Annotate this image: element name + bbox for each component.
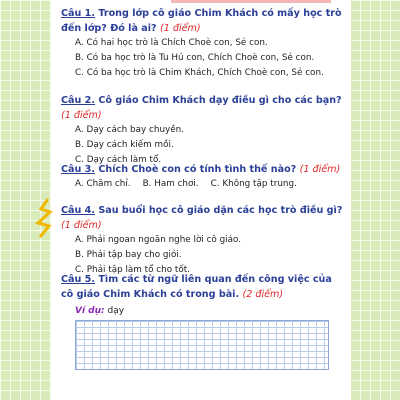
question-3-title (61, 162, 345, 177)
question-4 (61, 203, 345, 278)
question-5-title (61, 272, 345, 302)
points-label: (1 điểm) (61, 110, 102, 121)
option-a[interactable]: A. Có hai học trò là Chích Choè con, Sẻ con. (75, 38, 268, 48)
option-a[interactable]: A. Dạy cách bay chuyền. (75, 125, 185, 135)
question-text: Trong lớp cô giáo Chim Khách có mấy học trò đến lớp? Đó là ai? (61, 8, 342, 34)
question-number: Câu 5. (61, 274, 96, 285)
spark-decoration-icon (34, 198, 56, 238)
points-label: (1 điểm) (159, 23, 201, 34)
question-1 (61, 6, 345, 81)
worksheet-page (51, 0, 351, 400)
option-c[interactable]: C. Dạy cách làm tổ. (75, 155, 162, 165)
points-label: (1 điểm) (61, 220, 102, 231)
question-text: Tìm các từ ngữ liên quan đến công việc của cô giáo Chim Khách có trong bài. (61, 274, 332, 300)
question-number: Câu 1. (61, 8, 96, 19)
points-label: (1 điểm) (299, 164, 341, 175)
option-c[interactable]: C. Không tập trung. (210, 179, 297, 189)
example-line (61, 304, 345, 318)
example-label: Ví dụ: (75, 306, 105, 316)
option-c[interactable]: C. Phải tập làm tổ cho tốt. (75, 265, 190, 275)
question-2 (61, 93, 345, 168)
question-2-title (61, 93, 345, 123)
option-b[interactable]: B. Có ba học trò là Tu Hú con, Chích Choè con, Sẻ con. (75, 53, 315, 63)
question-number: Câu 3. (61, 164, 96, 175)
question-text: Sau buổi học cô giáo dặn các học trò điều gì? (98, 205, 343, 216)
points-label: (2 điểm) (242, 289, 284, 300)
question-1-title (61, 6, 345, 36)
answer-writing-grid[interactable] (75, 320, 329, 370)
option-b[interactable]: B. Ham chơi. (142, 179, 199, 189)
example-text: dạy (104, 306, 125, 316)
top-decoration (171, 0, 331, 3)
option-b[interactable]: B. Phải tập bay cho giỏi. (75, 250, 182, 260)
option-b[interactable]: B. Dạy cách kiếm mồi. (75, 140, 174, 150)
question-number: Câu 2. (61, 95, 96, 106)
question-text: Chích Choè con có tính tình thế nào? (98, 164, 297, 175)
option-a[interactable]: A. Phải ngoan ngoãn nghe lời cô giáo. (75, 235, 242, 245)
question-number: Câu 4. (61, 205, 96, 216)
question-5 (61, 272, 345, 370)
question-4-title (61, 203, 345, 233)
option-c[interactable]: C. Có ba học trò là Chim Khách, Chích Choè con, Sẻ con. (75, 68, 324, 78)
question-3 (61, 162, 345, 192)
options-row (61, 177, 345, 192)
question-text: Cô giáo Chim Khách dạy điều gì cho các bạn? (98, 95, 342, 106)
option-a[interactable]: A. Chăm chỉ. (75, 179, 131, 189)
